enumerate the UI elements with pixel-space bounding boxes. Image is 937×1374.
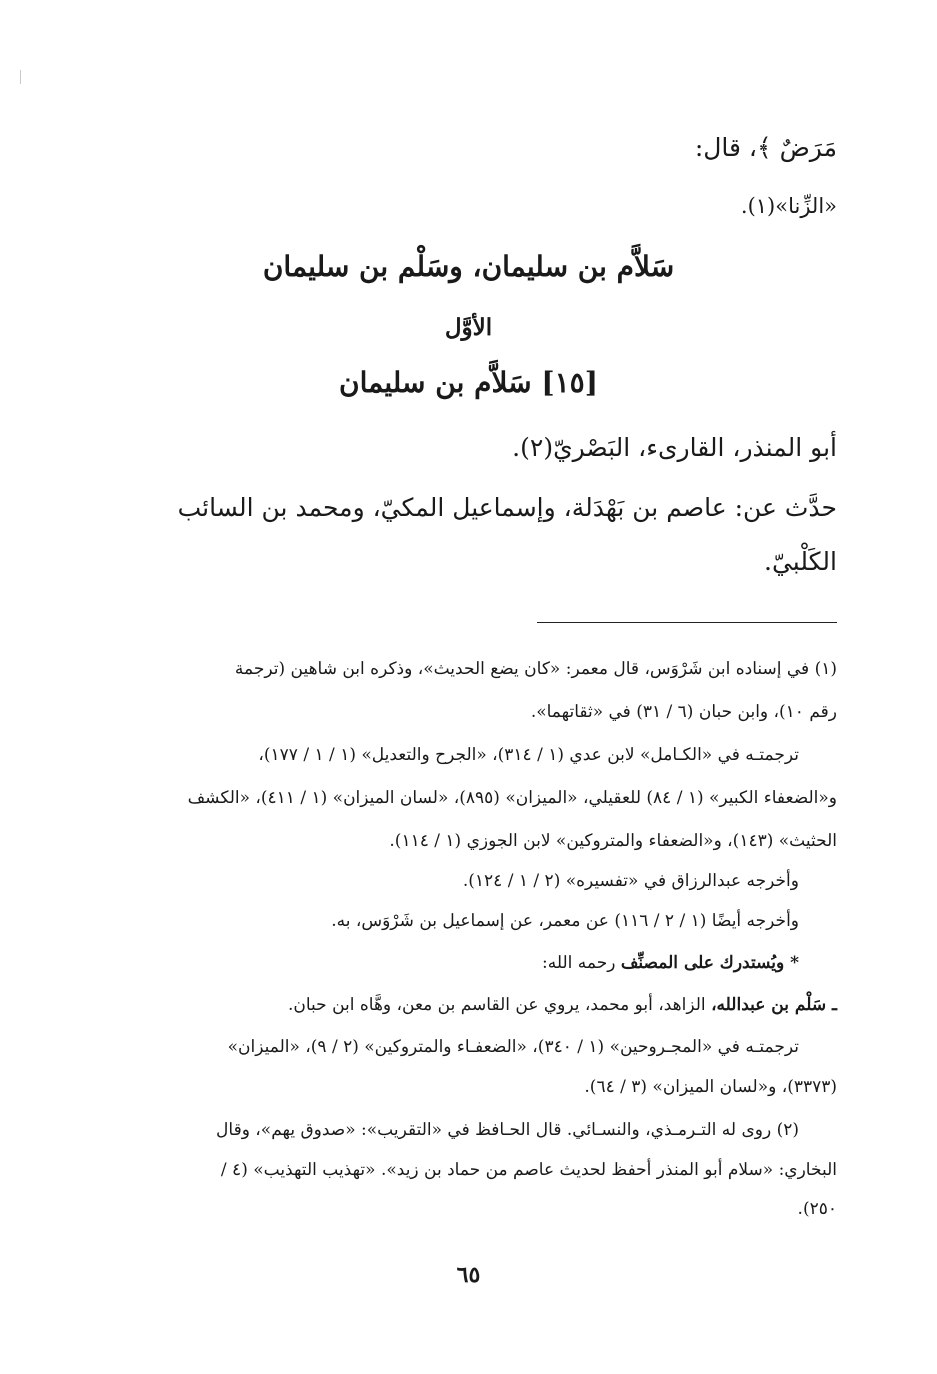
- footnote-line: (١) في إسناده ابن شَرْوَس، قال معمر: «كان يضع الحديث»، وذكره ابن شاهين (ترجمة: [234, 659, 837, 679]
- footnote-line: (٢) روى له التـرمـذي، والنسـائي. قال الحـافظ في «التقريب»: «صدوق يهم»، وقال: [216, 1120, 799, 1140]
- header-line-2: «الزِّنا»(١).: [740, 194, 837, 218]
- page-number: ٦٥: [456, 1262, 481, 1288]
- footnote-line: رقم ١٠)، وابن حبان (٦ / ٣١) في «ثقاتهما».: [530, 702, 837, 722]
- chapter-title: سَلاَّم بن سليمان، وسَلْم بن سليمان: [262, 250, 675, 283]
- footnote-divider: [537, 622, 837, 623]
- footnote-line: وأخرجه عبدالرزاق في «تفسيره» (٢ / ١ / ١٢٤).: [462, 871, 799, 891]
- body-line-2: حدَّث عن: عاصم بن بَهْدَلة، وإسماعيل المكيّ، ومحمد بن السائب: [177, 493, 837, 522]
- footnote-line: ترجمتـه في «الكـامل» لابن عدي (١ / ٣١٤)، «الجرح والتعديل» (١ / ١ / ١٧٧)،: [258, 745, 799, 765]
- footnote-line: (٣٣٧٣)، و«لسان الميزان» (٣ / ٦٤).: [584, 1077, 837, 1097]
- body-line-1: أبو المنذر، القارىء، البَصْريّ(٢).: [512, 433, 837, 462]
- header-line-1: مَرَضٌ ﴾، قال:: [694, 133, 837, 162]
- footnote-line: وأخرجه أيضًا (١ / ٢ / ١١٦) عن معمر، عن إسماعيل بن شَرْوَس، به.: [331, 911, 799, 931]
- footnote-line: [100, 946, 837, 980]
- section-subtitle: الأوَّل: [444, 314, 493, 341]
- footnote-line: و«الضعفاء الكبير» (١ / ٨٤) للعقيلي، «الميزان» (٨٩٥)، «لسان الميزان» (١ / ٤١١)، «الكشف: [187, 788, 837, 808]
- entry-heading: [١٥] سَلاَّم بن سليمان: [339, 366, 598, 399]
- scan-margin-mark: [20, 70, 21, 84]
- footnote-line: البخاري: «سلام أبو المنذر أحفظ لحديث عاصم من حماد بن زيد». «تهذيب التهذيب» (٤ /: [220, 1160, 837, 1180]
- body-line-3: الكَلْبيّ.: [764, 547, 837, 576]
- footnote-line: [100, 988, 837, 1022]
- footnote-line: ترجمتـه في «المجـروحين» (١ / ٣٤٠)، «الضعفـاء والمتروكين» (٢ / ٩)، «الميزان»: [227, 1037, 799, 1057]
- footnote-line: ٢٥٠).: [797, 1199, 837, 1219]
- footnote-narrator-rest: الزاهد، أبو محمد، يروي عن القاسم بن معن، وهَّاه ابن حبان.: [287, 995, 712, 1015]
- footnote-addendum-rest: رحمه الله:: [541, 953, 621, 973]
- footnote-addendum-label: * ويُستدرك على المصنِّف: [620, 953, 799, 973]
- footnote-narrator-name: ـ سَلْم بن عبدالله،: [711, 995, 837, 1015]
- footnote-line: الحثيث» (١٤٣)، و«الضعفاء والمتروكين» لابن الجوزي (١ / ١١٤).: [389, 831, 837, 851]
